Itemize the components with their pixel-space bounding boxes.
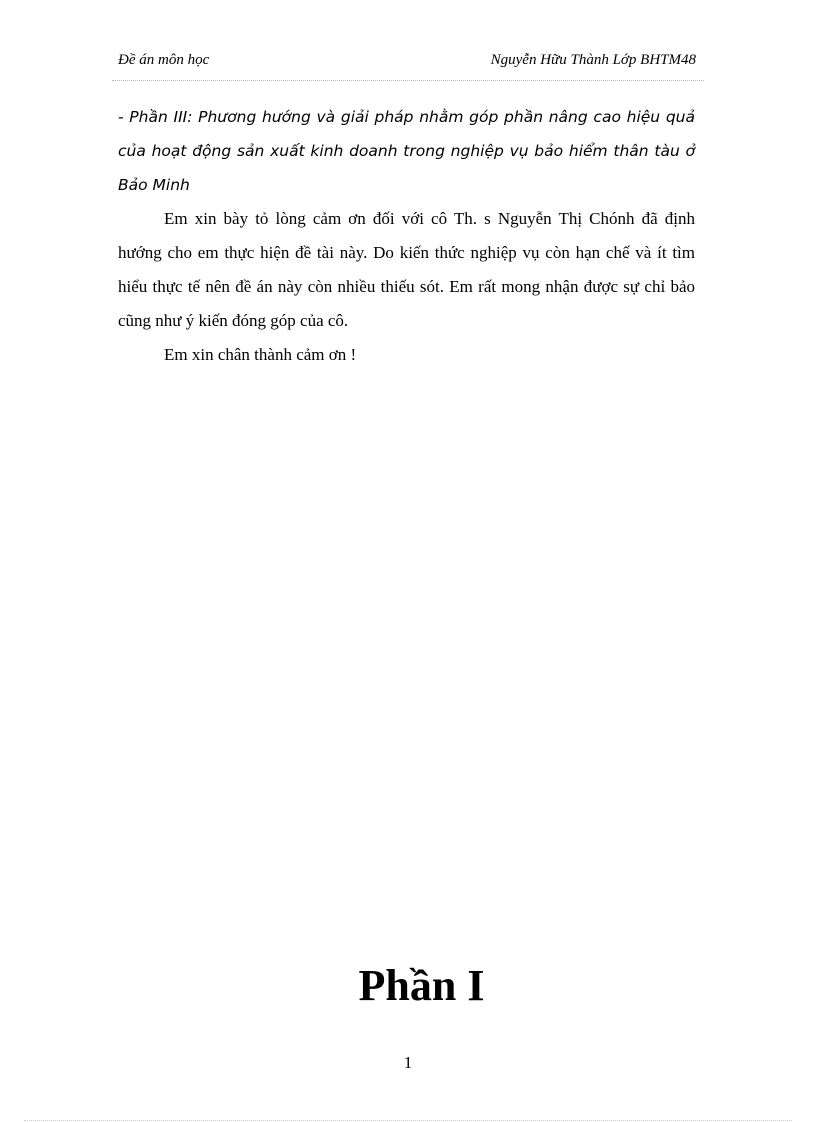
section-title: Phần I <box>358 961 485 1010</box>
thanks-line: Em xin chân thành cảm ơn ! <box>164 345 357 364</box>
footer-divider <box>24 1120 792 1121</box>
part-three-description: - Phần III: Phương hướng và giải pháp nhằm góp phần nâng cao hiệu quả của hoạt động sản xuất kinh doanh trong nghiệp vụ bảo hiểm thân tàu ở Bảo Minh <box>118 108 695 194</box>
document-body <box>118 100 695 372</box>
header-author-class: Nguyễn Hữu Thành Lớp BHTM48 <box>490 52 696 68</box>
header-course-title: Đề án môn học <box>118 52 210 68</box>
header-divider <box>112 80 704 81</box>
page-number: 1 <box>403 1053 413 1072</box>
acknowledgement-paragraph: Em xin bày tỏ lòng cảm ơn đối với cô Th. s Nguyễn Thị Chónh đã định hướng cho em thực hiện đề tài này. Do kiến thức nghiệp vụ còn hạn chế và ít tìm hiểu thực tế nên đề án này còn nhiều thiếu sót. Em rất mong nhận được sự chỉ bảo cũng như ý kiến đóng góp của cô. <box>118 209 695 330</box>
